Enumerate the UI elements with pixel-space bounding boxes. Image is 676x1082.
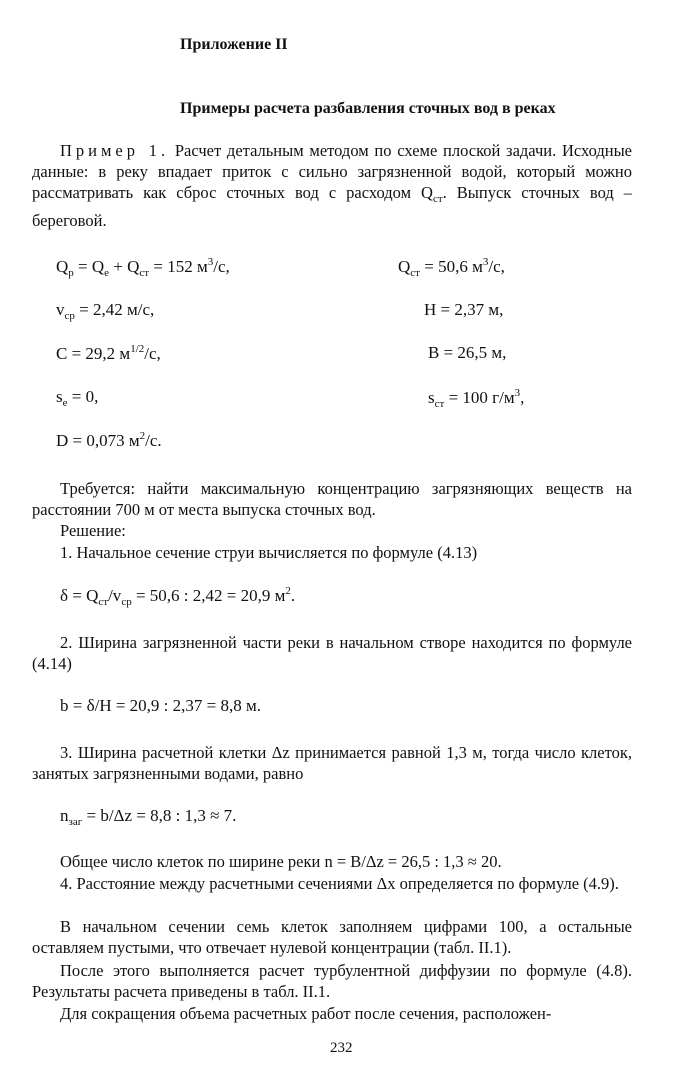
given-h: Н = 2,37 м,: [424, 300, 504, 319]
given-qp: $Q_р = Q_е + Q_{ст} = 152$ $м^3/с$,: [56, 256, 230, 279]
given-sst: $s_{ст} = 100$ $г/м^3$,: [428, 387, 525, 410]
page-number: 232: [330, 1040, 353, 1056]
example-label: Пример 1.: [60, 141, 170, 160]
given-c: С = 29,2 $м^{1/2}/с$,: [56, 343, 161, 363]
total-cells-text: Общее число клеток по ширине реки n = B/Δz = 26,5 : 1,3 ≈ 20.: [60, 852, 502, 871]
formula-b: b = δ/H = 20,9 : 2,37 = 8,8 м.: [60, 696, 262, 715]
formula-delta: $\delta = Q_{ст}/v_{ср} = 50,6$ : 2,42 = 20,9 $м^2$.: [60, 585, 296, 608]
last-paragraph: Для сокращения объема расчетных работ после сечения, расположен-: [60, 1004, 552, 1023]
after-paragraph: После этого выполняется расчет турбулентной диффузии по формуле (4.8). Результаты расчета приведены в табл. II.1.: [32, 961, 632, 1001]
fill-paragraph: В начальном сечении семь клеток заполняем цифрами 100, а остальные оставляем пустыми, что отвечает нулевой концентрации (табл. II.1).: [32, 917, 632, 957]
given-se: $s_е = 0$,: [56, 387, 99, 409]
step3-text: 3. Ширина расчетной клетки Δz принимается равной 1,3 м, тогда число клеток, занятых загрязненными водами, равно: [32, 743, 632, 783]
given-d: D = 0,073 $м^2/с$.: [56, 430, 162, 450]
section-title: Примеры расчета разбавления сточных вод в реках: [180, 100, 556, 117]
task-paragraph: Требуется: найти максимальную концентрацию загрязняющих веществ на расстоянии 700 м от места выпуска сточных вод.: [32, 479, 632, 519]
given-qst: $Q_{ст} = 50,6$ $м^3/с$,: [398, 256, 505, 279]
step4-text: 4. Расстояние между расчетными сечениями Δx определяется по формуле (4.9).: [60, 874, 619, 893]
formula-n: $n_{заг} = b/\Delta z = 8,8$ : 1,3 ≈ 7.: [60, 806, 237, 828]
given-vcp: $v_{ср} = 2,42$ м/с,: [56, 300, 155, 322]
step2-text: 2. Ширина загрязненной части реки в начальном створе находится по формуле (4.14): [32, 633, 632, 673]
given-b: В = 26,5 м,: [428, 343, 507, 362]
step1-text: 1. Начальное сечение струи вычисляется по формуле (4.13): [60, 543, 478, 562]
example-paragraph: Пример 1. Расчет детальным методом по схеме плоской задачи. Исходные данные: в реку впадает приток с сильно загрязненной водой, который можно рассматривать как сброс сточных вод с расходом $Q_{ст}$. Выпуск сточных вод – береговой.: [32, 141, 632, 230]
appendix-title: Приложение II: [180, 36, 288, 53]
solution-label: Решение:: [60, 521, 126, 540]
